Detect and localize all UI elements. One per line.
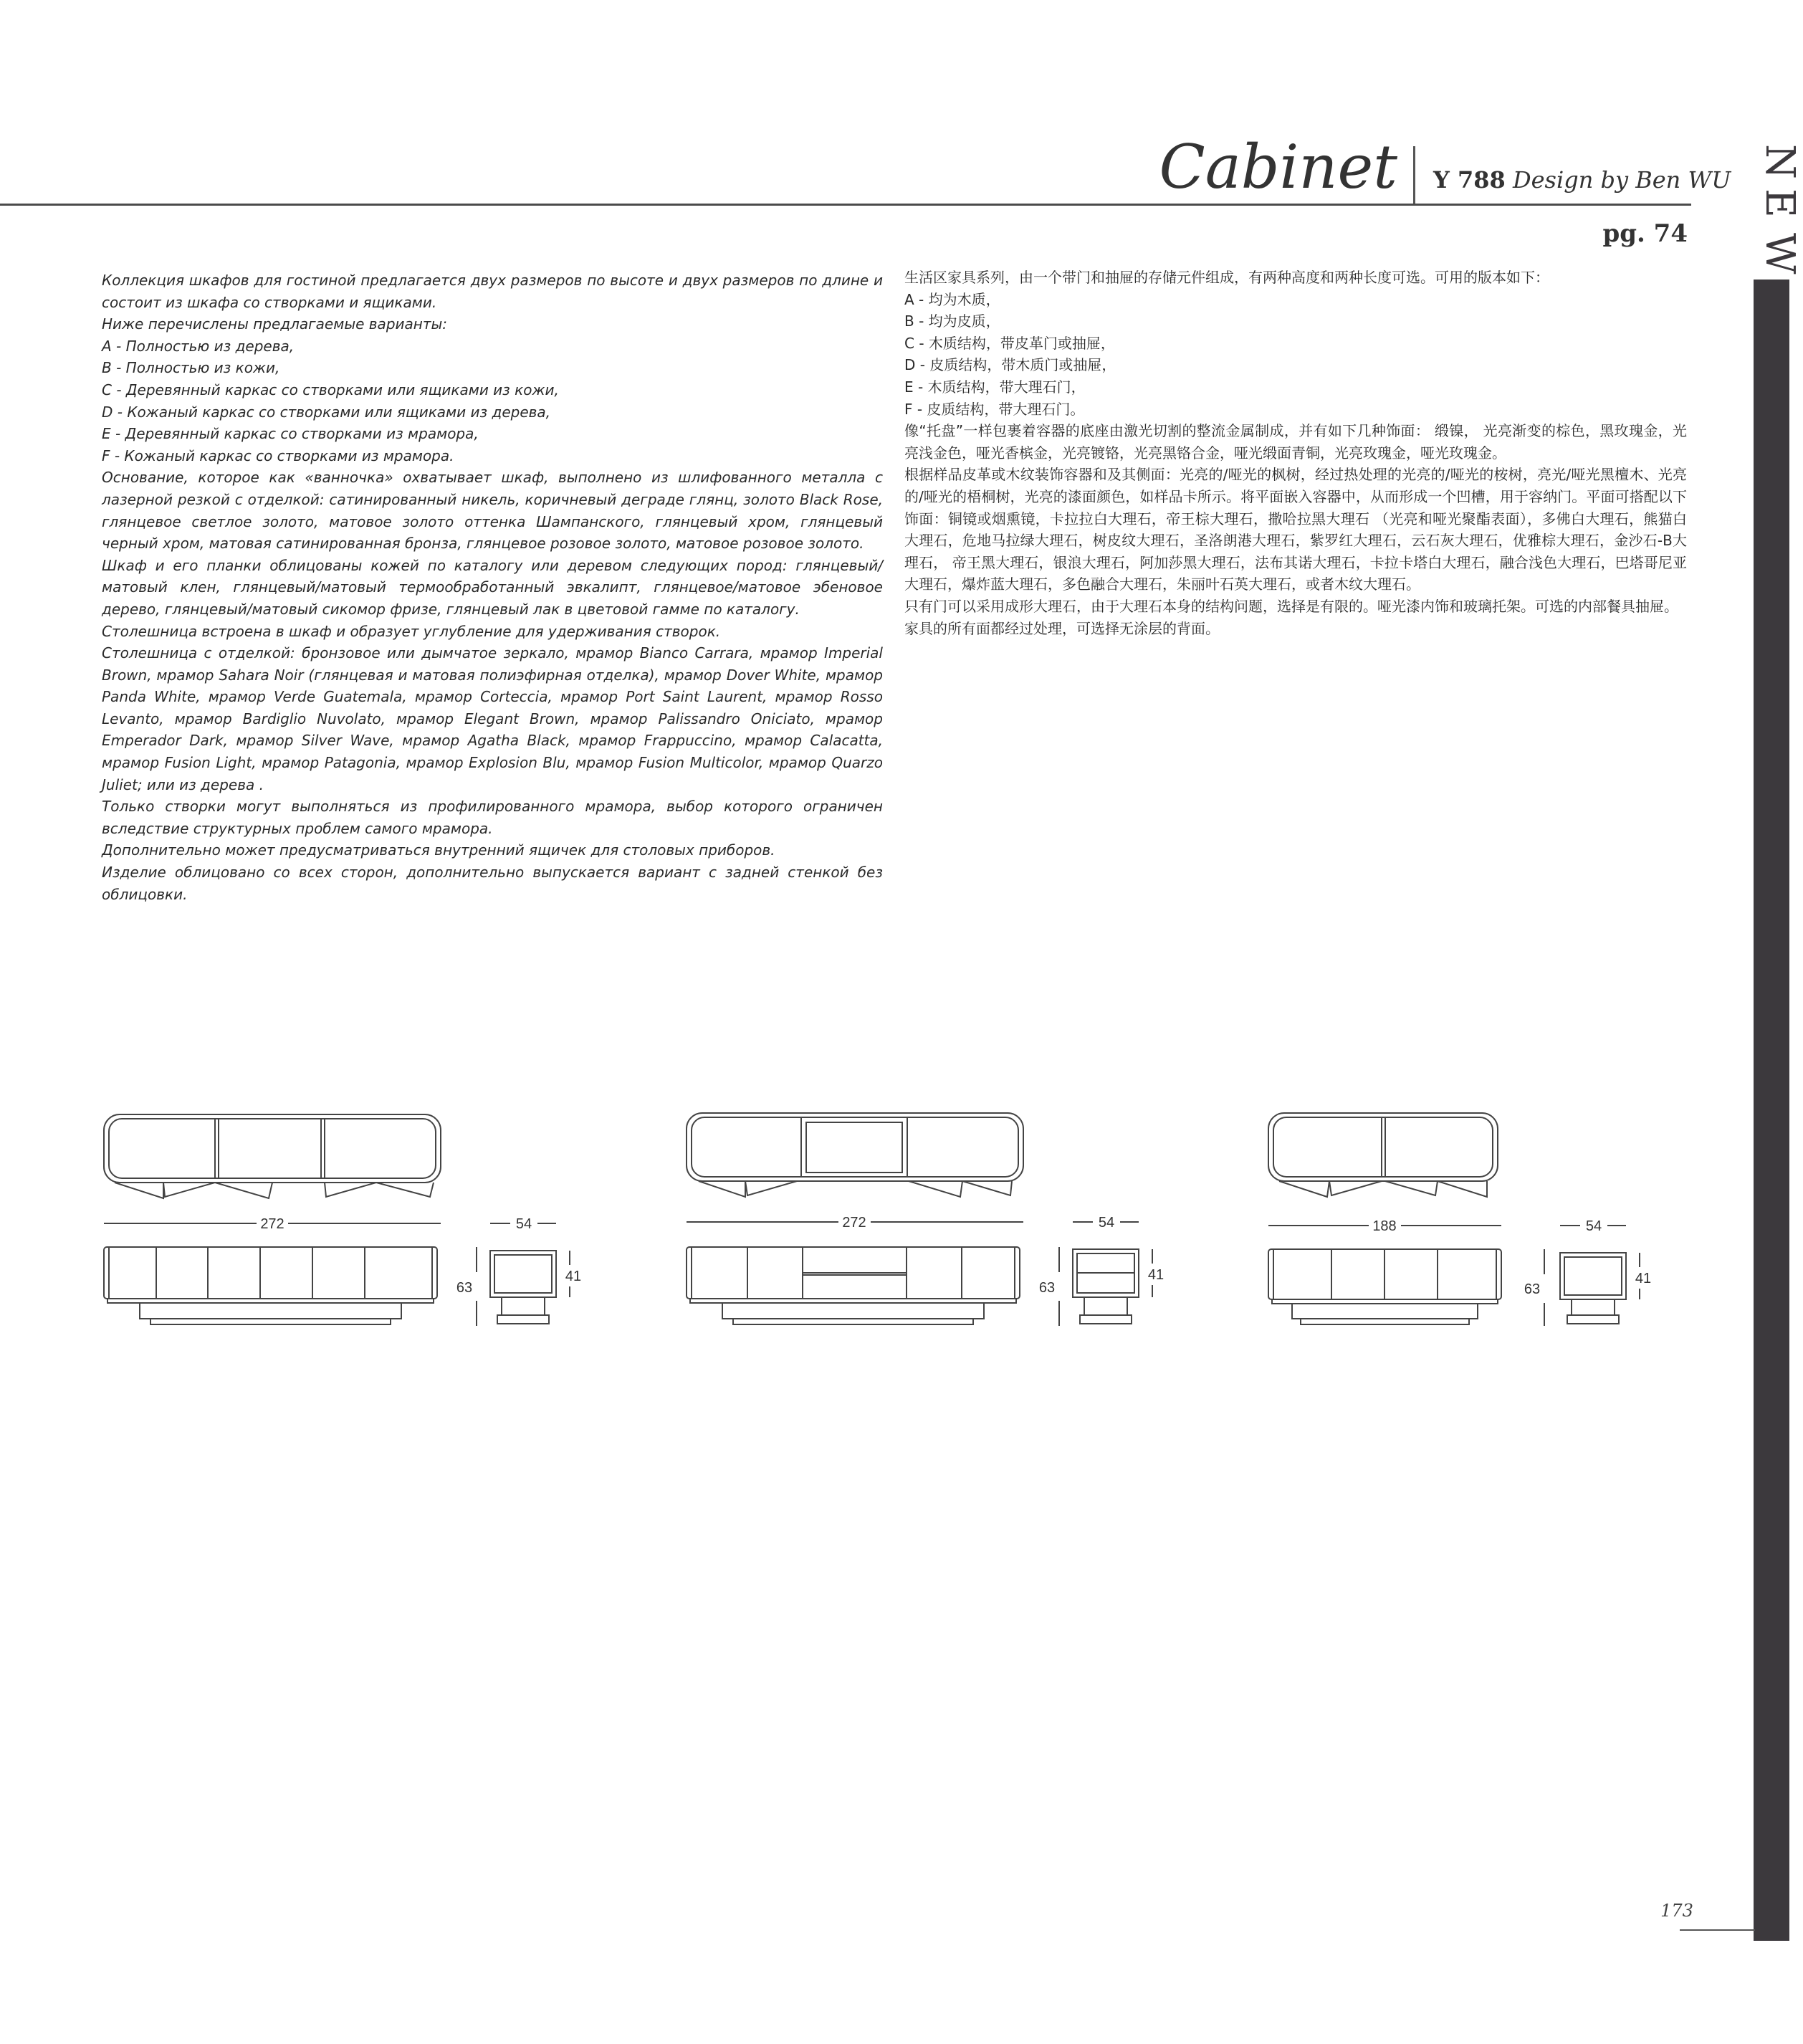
side-height-dimension: 41 [1147, 1267, 1164, 1283]
zh-paragraph: A - 均为木质， [904, 290, 1000, 308]
depth-dimension: 54 [515, 1216, 532, 1232]
ru-paragraph: B - Полностью из кожи, [102, 359, 280, 377]
ru-paragraph: Ниже перечислены предлагаемые варианты: [102, 315, 448, 333]
ru-paragraph: Столешница с отделкой: бронзовое или дымчатое зеркало, мрамор Bianco Carrara, мрамор Imperial Brown, мрамор Sahara Noir (глянцевая и матовая полиэфирная отделка), мрамор Dover White, мрамор Panda White, мрамор Verde Guatemala, мрамор Corteccia, мрамор Port Saint Laurent, мрамор Rosso Levanto, мрамор Bardiglio Nuvolato, мрамор Elegant Brown, мрамор Palissandro Oniciato, мрамор Emperador Dark, мрамор Silver Wave, мрамор Agatha Black, мрамор Frappuccino, мрамор Calacatta, мрамор Fusion Light, мрамор Patagonia, мрамор Explosion Blu, мрамор Fusion Multicolor, мрамор Quarzo Juliet; или из дерева . [102, 644, 883, 793]
page-title: Cabinet [1159, 132, 1397, 202]
depth-dimension: 54 [1585, 1218, 1602, 1234]
zh-paragraph: 只有门可以采用成形大理石，由于大理石本身的结构问题，选择是有限的。哑光漆内饰和玻璃托架。可选的内部餐具抽屉。 [904, 597, 1678, 615]
front-view [1268, 1249, 1501, 1324]
ru-paragraph: Коллекция шкафов для гостиной предлагается двух размеров по высоте и двух размеров по длине и состоит из шкафа со створками и ящиками. [102, 272, 883, 311]
length-dimension: 188 [1372, 1218, 1397, 1234]
height-dimension: 63 [456, 1280, 473, 1296]
zh-paragraph: 像“托盘”一样包裹着容器的底座由激光切割的整流金属制成，并有如下几种饰面： 缎镍， 光亮渐变的棕色，黑玫瑰金，光亮浅金色，哑光香槟金，光亮镀铬，光亮黑铬合金，哑光缎面青铜，光亮玫瑰金，哑光玫瑰金。 [904, 422, 1687, 462]
dimension-lines [687, 1222, 1152, 1326]
height-dimension: 63 [1038, 1280, 1056, 1296]
model-line [1433, 166, 1731, 194]
length-dimension: 272 [842, 1215, 866, 1231]
page-reference: pg. 74 [1602, 219, 1688, 248]
zh-paragraph: B - 均为皮质， [904, 312, 1000, 330]
side-tab-letter: W [1756, 233, 1803, 274]
side-tab-label [1756, 136, 1803, 274]
ru-paragraph: E - Деревянный каркас со створками из мрамора, [102, 425, 479, 443]
ru-paragraph: Основание, которое как «ванночка» охватывает шкаф, выполнено из шлифованного металла с лазерной резкой с отделкой: сатинированный никель, коричневый деграде глянц, золото Black Rose, глянцевое светлое золото, матовое золото оттенка Шампанского, глянцевый хром, глянцевый черный хром, матовая сатинированная бронза, глянцевое розовое золото, матовое розовое золото. [102, 469, 883, 553]
ru-paragraph: Изделие облицовано со всех сторон, дополнительно выпускается вариант с задней стенкой без облицовки. [102, 864, 883, 903]
top-view [104, 1114, 441, 1198]
height-dimension: 63 [1524, 1281, 1541, 1297]
length-dimension: 272 [260, 1216, 284, 1232]
page-number: 173 [1660, 1901, 1693, 1921]
dimension-lines [1268, 1226, 1640, 1326]
cabinet-drawing-3 [1268, 1113, 1640, 1326]
ru-paragraph: C - Деревянный каркас со створками или ящиками из кожи, [102, 381, 559, 398]
zh-paragraph: 生活区家具系列，由一个带门和抽屉的存储元件组成，有两种高度和两种长度可选。可用的版本如下： [904, 269, 1549, 286]
dimension-lines [104, 1223, 570, 1326]
side-view [1073, 1249, 1139, 1324]
side-view [1560, 1253, 1626, 1324]
title-divider [1413, 146, 1415, 205]
ru-paragraph: Только створки могут выполняться из профилированного мрамора, выбор которого ограничен вследствие структурных проблем самого мрамора. [102, 798, 883, 837]
top-view [687, 1113, 1023, 1197]
side-height-dimension: 41 [1635, 1271, 1652, 1286]
technical-drawings [0, 1097, 1789, 1340]
top-view [1268, 1113, 1498, 1197]
side-height-dimension: 41 [565, 1269, 582, 1284]
ru-paragraph: A - Полностью из дерева, [102, 337, 295, 355]
front-view [687, 1247, 1020, 1324]
side-tab-letter: N [1756, 144, 1803, 179]
zh-paragraph: F - 皮质结构，带大理石门。 [904, 400, 1085, 418]
ru-paragraph: Столешница встроена в шкаф и образует углубление для удерживания створок. [102, 622, 721, 640]
front-view [104, 1247, 437, 1324]
depth-dimension: 54 [1098, 1215, 1115, 1231]
header-rule [0, 204, 1691, 206]
model-code: Y 788 [1433, 166, 1506, 194]
zh-paragraph: 根据样品皮革或木纹装饰容器和及其侧面：光亮的/哑光的枫树，经过热处理的光亮的/哑光的桉树，亮光/哑光黑檀木、光亮的/哑光的梧桐树，光亮的漆面颜色，如样品卡所示。将平面嵌入容器中，从而形成一个凹槽，用于容纳门。平面可搭配以下饰面：铜镜或烟熏镜，卡拉拉白大理石，帝王棕大理石，撒哈拉黑大理石 （光亮和哑光聚酯表面），多佛白大理石，熊猫白大理石，危地马拉绿大理石，树皮纹大理石，圣洛朗港大理石，紫罗红大理石，云石灰大理石，优雅棕大理石，金沙石-B大理石， 帝王黑大理石，银浪大理石，阿加莎黑大理石，法布其诺大理石，卡拉卡塔白大理石，融合浅色大理石，巴塔哥尼亚大理石，爆炸蓝大理石，多色融合大理石，朱丽叶石英大理石，或者木纹大理石。 [904, 466, 1687, 593]
side-tab-letter: E [1756, 188, 1803, 218]
zh-paragraph: C - 木质结构，带皮革门或抽屉， [904, 334, 1115, 352]
designer-credit: Design by Ben WU [1512, 166, 1731, 194]
chinese-description [904, 267, 1687, 639]
ru-paragraph: D - Кожаный каркас со створками или ящиками из дерева, [102, 403, 551, 421]
cabinet-drawing-2 [687, 1113, 1152, 1326]
cabinet-drawing-1 [104, 1114, 570, 1326]
ru-paragraph: F - Кожаный каркас со створками из мрамора. [102, 446, 454, 464]
zh-paragraph: E - 木质结构，带大理石门， [904, 378, 1086, 396]
footer-rule [1680, 1929, 1755, 1931]
ru-paragraph: Дополнительно может предусматриваться внутренний ящичек для столовых приборов. [102, 841, 775, 859]
russian-description [102, 269, 883, 905]
side-view [490, 1251, 556, 1324]
zh-paragraph: 家具的所有面都经过处理，可选择无涂层的背面。 [904, 619, 1220, 637]
ru-paragraph: Шкаф и его планки облицованы кожей по каталогу или деревом следующих пород: глянцевый/матовый клен, глянцевый/матовый термообработанный эвкалипт, глянцевое/матовое эбеновое дерево, глянцевый/матовый сикомор фризе, глянцевый лак в цветовой гамме по каталогу. [102, 556, 883, 618]
zh-paragraph: D - 皮质结构，带木质门或抽屉， [904, 356, 1116, 374]
